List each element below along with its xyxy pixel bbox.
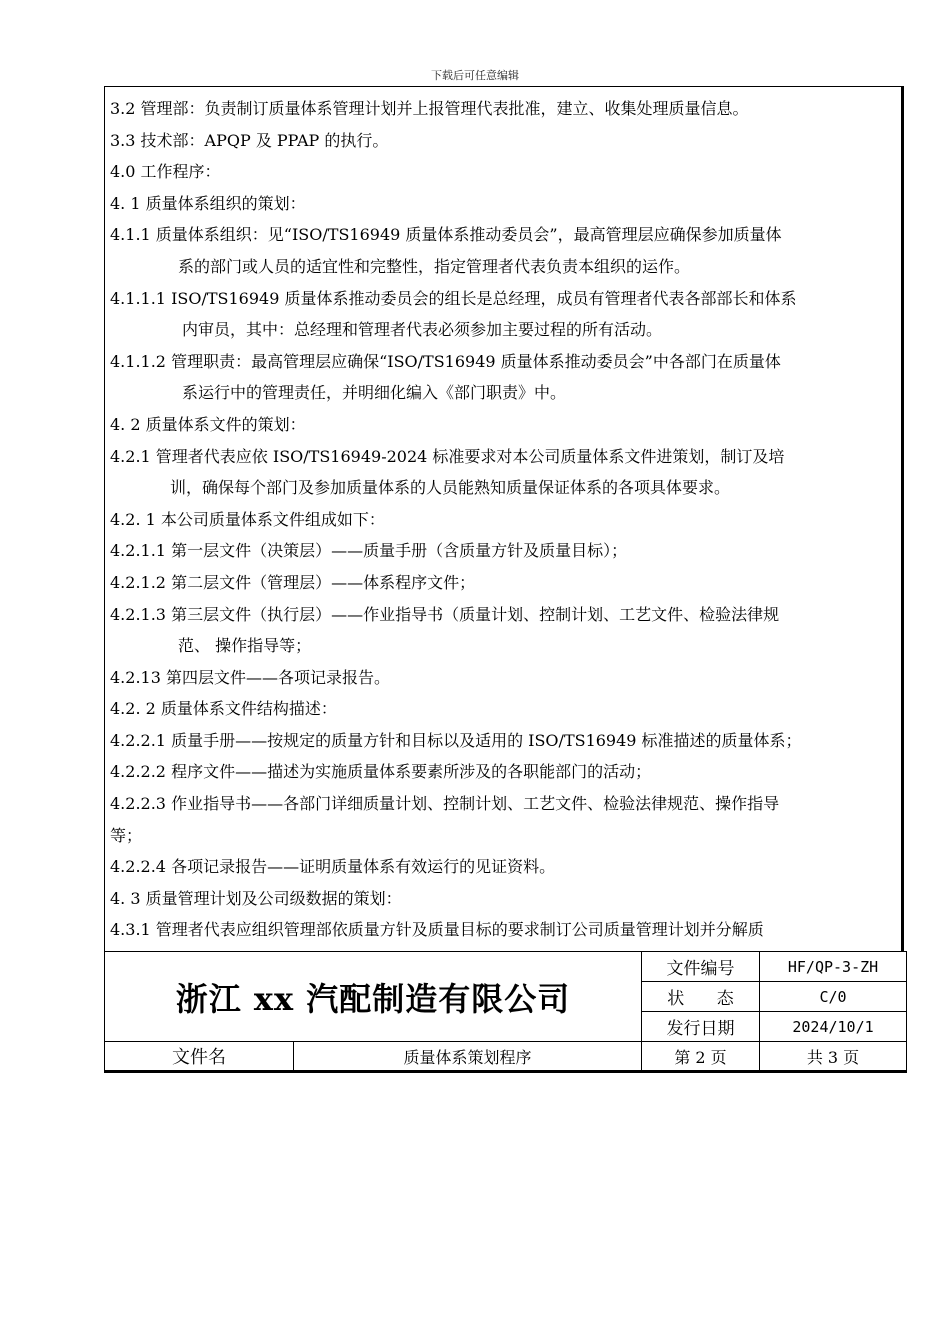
paragraph-line: 4.1.1.1 ISO/TS16949 质量体系推动委员会的组长是总经理，成员有管理者代表各部部长和体系 — [110, 288, 797, 308]
document-body — [104, 86, 904, 952]
paragraph-line: 3.2 管理部：负责制订质量体系管理计划并上报管理代表批准，建立、收集处理质量信息。 — [110, 99, 749, 118]
paragraph-line: 4.3.1 管理者代表应组织管理部依质量方针及质量目标的要求制订公司质量管理计划并分解质 — [110, 920, 764, 940]
doc-number-value: HF/QP-3-ZH — [760, 952, 907, 982]
paragraph-line: 4.2.1.1 第一层文件（决策层）——质量手册（含质量方针及质量目标）； — [110, 541, 628, 561]
paragraph-line: 4. 2 质量体系文件的策划： — [110, 414, 306, 434]
paragraph-line: 训，确保每个部门及参加质量体系的人员能熟知质量保证体系的各项具体要求。 — [170, 478, 731, 498]
status-label: 状 态 — [642, 982, 760, 1012]
file-name-value: 质量体系策划程序 — [294, 1042, 642, 1072]
paragraph-line: 4.2.2.4 各项记录报告——证明质量体系有效运行的见证资料。 — [110, 857, 556, 877]
paragraph-line: 4.2. 1 本公司质量体系文件组成如下： — [110, 509, 385, 529]
page-number: 第 2 页 — [642, 1042, 760, 1072]
paragraph-line: 内审员，其中：总经理和管理者代表必须参加主要过程的所有活动。 — [182, 320, 663, 340]
page-total: 共 3 页 — [760, 1042, 907, 1072]
status-value: C/0 — [760, 982, 907, 1012]
paragraph-line: 3.3 技术部：APQP 及 PPAP 的执行。 — [110, 130, 389, 150]
paragraph-line: 系的部门或人员的适宜性和完整性，指定管理者代表负责本组织的运作。 — [178, 256, 691, 276]
paragraph-line: 4.1.1.2 管理职责：最高管理层应确保“ISO/TS16949 质量体系推动委员会”中各部门在质量体 — [110, 351, 781, 371]
paragraph-line: 4.2.2.3 作业指导书——各部门详细质量计划、控制计划、工艺文件、检验法律规范、操作指导 — [110, 794, 780, 814]
paragraph-line: 4.2.13 第四层文件——各项记录报告。 — [110, 667, 390, 687]
paragraph-line: 4.2.2.1 质量手册——按规定的质量方针和目标以及适用的 ISO/TS16949 标准描述的质量体系； — [110, 730, 802, 750]
company-name: 浙江 xx 汽配制造有限公司 — [105, 952, 642, 1042]
document-footer-table — [104, 951, 907, 1073]
paragraph-line: 范、 操作指导等； — [178, 636, 312, 656]
body-text — [110, 93, 900, 946]
paragraph-line: 4. 3 质量管理计划及公司级数据的策划： — [110, 888, 402, 908]
doc-number-label: 文件编号 — [642, 952, 760, 982]
paragraph-line: 等； — [110, 825, 143, 845]
header-watermark: 下载后可任意编辑 — [431, 69, 519, 82]
paragraph-line: 4.1.1 质量体系组织：见“ISO/TS16949 质量体系推动委员会”，最高管理层应确保参加质量体 — [110, 225, 782, 245]
paragraph-line: 4.2.1.2 第二层文件（管理层）——体系程序文件； — [110, 572, 476, 592]
issue-date-value: 2024/10/1 — [760, 1012, 907, 1042]
issue-date-label: 发行日期 — [642, 1012, 760, 1042]
paragraph-line: 4.0 工作程序： — [110, 162, 221, 182]
paragraph-line: 4.2.1.3 第三层文件（执行层）——作业指导书（质量计划、控制计划、工艺文件、检验法律规 — [110, 604, 780, 624]
paragraph-line: 系运行中的管理责任，并明细化编入《部门职责》中。 — [182, 383, 567, 403]
paragraph-line: 4.2.1 管理者代表应依 ISO/TS16949-2024 标准要求对本公司质量体系文件进策划，制订及培 — [110, 446, 785, 466]
paragraph-line: 4.2. 2 质量体系文件结构描述： — [110, 699, 337, 719]
file-name-label: 文件名 — [105, 1042, 294, 1072]
paragraph-line: 4.2.2.2 程序文件——描述为实施质量体系要素所涉及的各职能部门的活动； — [110, 762, 652, 782]
paragraph-line: 4. 1 质量体系组织的策划： — [110, 193, 306, 213]
